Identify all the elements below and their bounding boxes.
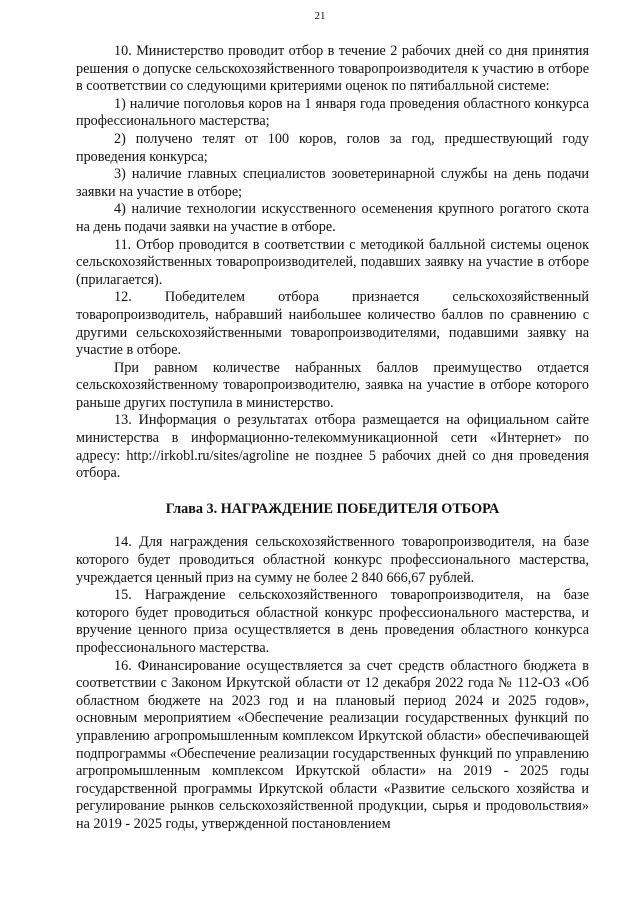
criterion-3: 3) наличие главных специалистов зооветеринарной службы на день подачи заявки на участие в отборе; <box>76 166 589 200</box>
paragraph-11: 11. Отбор проводится в соответствии с методикой балльной системы оценок сельскохозяйственных товаропроизводителей, подавших заявку на участие в отборе (прилагается). <box>76 236 589 288</box>
paragraph-16: 16. Финансирование осуществляется за счет средств областного бюджета в соответствии с Законом Иркутской области от 12 декабря 2022 года № 112-ОЗ «Об областном бюджете на 2023 год и на плановый период 2024 и 2025 годов», основным мероприятием «Обеспечение реализации государственных функций по управлению агропромышленным комплексом Иркутской области» обеспечивающей подпрограммы «Обеспечение реализации государственных функций по управлению агропромышленным комплексом Иркутской области» на 2019 - 2025 годы государственной программы Иркутской области «Развитие сельского хозяйства и регулирование рынков сельскохозяйственной продукции, сырья и продовольствия» на 2019 - 2025 годы, утвержденной постановлением <box>76 657 589 832</box>
chapter-heading: Глава 3. НАГРАЖДЕНИЕ ПОБЕДИТЕЛЯ ОТБОРА <box>165 500 500 517</box>
paragraph-12: 12. Победителем отбора признается сельскохозяйственный товаропроизводитель, набравший наибольшее количество баллов по сравнению с другими сельскохозяйственными товаропроизводителями, подавшими заявку на участие в отборе. <box>76 289 589 359</box>
criterion-4: 4) наличие технологии искусственного осеменения крупного рогатого скота на день подачи заявки на участие в отборе. <box>76 201 589 235</box>
document-body <box>76 43 589 834</box>
paragraph-equal-score: При равном количестве набранных баллов преимущество отдается сельскохозяйственному товаропроизводителю, заявка на участие в отборе которого раньше других поступила в министерство. <box>76 359 589 411</box>
criterion-2: 2) получено телят от 100 коров, голов за год, предшествующий году проведения конкурса; <box>76 130 589 165</box>
criterion-1: 1) наличие поголовья коров на 1 января года проведения областного конкурса профессионального мастерства; <box>76 95 589 130</box>
paragraph-13: 13. Информация о результатах отбора размещается на официальном сайте министерства в информационно-телекоммуникационной сети «Интернет» по адресу: http://irkobl.ru/sites/agroline не позднее 5 рабочих дней со дня проведения отбора. <box>76 412 589 482</box>
paragraph-14: 14. Для награждения сельскохозяйственного товаропроизводителя, на базе которого будет проводиться областной конкурс профессионального мастерства, учреждается ценный приз на сумму не более 2 840 666,67 рублей. <box>76 534 589 586</box>
page-number: 21 <box>314 10 326 22</box>
paragraph-15: 15. Награждение сельскохозяйственного товаропроизводителя, на базе которого будет проводиться областной конкурс профессионального мастерства, и вручение ценного приза осуществляется в день проведения областного конкурса профессионального мастерства. <box>76 587 589 656</box>
paragraph-10: 10. Министерство проводит отбор в течение 2 рабочих дней со дня принятия решения о допуске сельскохозяйственного товаропроизводителя к участию в отборе в соответствии со следующими критериями оценок по пятибалльной системе: <box>76 43 589 95</box>
